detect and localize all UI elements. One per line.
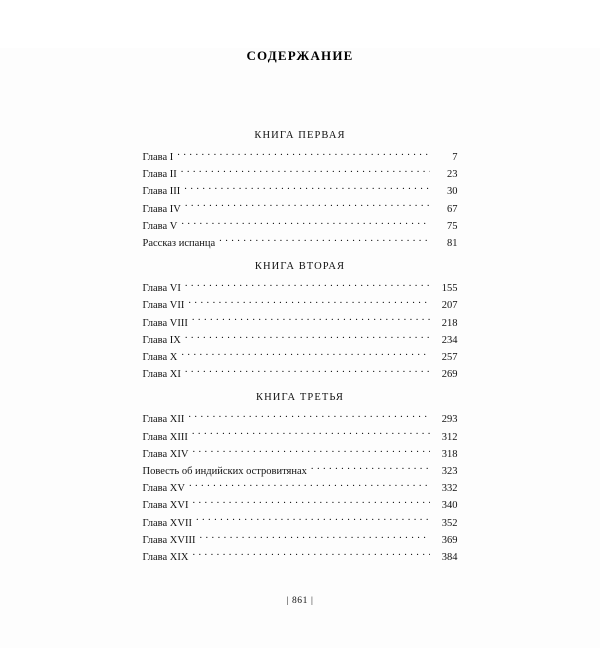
toc-entry-page: 293 — [441, 414, 458, 426]
toc-entry[interactable] — [143, 297, 458, 314]
toc-entry-label: Глава XI — [142, 369, 181, 381]
dot-leader — [192, 315, 430, 326]
toc-entry-page: 332 — [441, 483, 458, 495]
toc-entry[interactable] — [143, 166, 458, 183]
dot-leader — [192, 497, 429, 508]
toc-entry[interactable] — [143, 218, 458, 235]
toc-section — [143, 261, 458, 383]
toc-entry[interactable] — [143, 549, 458, 566]
toc-entry-page: 67 — [447, 203, 458, 215]
toc-entry-page: 312 — [441, 431, 458, 443]
dot-leader — [199, 532, 429, 543]
dot-leader — [185, 332, 430, 343]
toc-entry[interactable] — [143, 480, 458, 497]
dot-leader — [185, 201, 430, 212]
toc-entry[interactable] — [143, 446, 458, 463]
toc-entry-label: Глава IV — [142, 203, 181, 215]
dot-leader — [192, 429, 430, 440]
toc-entry[interactable] — [143, 532, 458, 549]
dot-leader — [181, 166, 430, 177]
dot-leader — [311, 463, 430, 474]
toc-entry-page: 75 — [447, 220, 458, 232]
dot-leader — [192, 446, 429, 457]
page-title: СОДЕРЖАНИЕ — [246, 48, 354, 63]
toc-entry-page: 30 — [447, 186, 458, 198]
toc-entry[interactable] — [143, 515, 458, 532]
toc-entry[interactable] — [143, 149, 458, 166]
dot-leader — [181, 218, 429, 229]
toc-entry[interactable] — [143, 183, 458, 200]
table-of-contents — [143, 64, 458, 566]
toc-entry-page: 7 — [452, 152, 458, 163]
toc-entry-label: Глава XIX — [142, 552, 189, 564]
dot-leader — [192, 549, 429, 560]
toc-entry[interactable] — [143, 429, 458, 446]
page-folio: | 861 | — [286, 596, 314, 606]
toc-entry-page: 318 — [441, 448, 458, 460]
toc-entry-label: Рассказ испанца — [142, 238, 216, 250]
dot-leader — [188, 297, 429, 308]
toc-entry-page: 369 — [441, 534, 458, 546]
toc-entry-label: Глава XIV — [142, 448, 189, 460]
dot-leader — [181, 349, 429, 360]
toc-entry[interactable] — [143, 349, 458, 366]
toc-entry-label: Глава II — [142, 169, 177, 181]
dot-leader — [188, 411, 429, 422]
toc-entry[interactable] — [143, 235, 458, 252]
toc-entry-label: Глава VIII — [142, 317, 188, 329]
toc-entry[interactable] — [143, 366, 458, 383]
toc-entry-label: Глава III — [142, 186, 181, 198]
toc-entry-page: 352 — [441, 517, 458, 529]
toc-entry-label: Глава XV — [142, 483, 185, 495]
toc-entry-page: 234 — [441, 334, 458, 346]
toc-entry-page: 257 — [441, 352, 458, 364]
toc-entry[interactable] — [143, 463, 458, 480]
toc-entry-label: Глава I — [142, 152, 174, 163]
toc-entry[interactable] — [143, 497, 458, 514]
toc-entry-page: 323 — [441, 466, 458, 478]
document-page — [0, 48, 600, 648]
toc-entry-label: Глава IX — [142, 334, 181, 346]
dot-leader — [219, 235, 429, 246]
toc-entry-label: Глава XVIII — [142, 534, 196, 546]
toc-entry-page: 81 — [447, 238, 458, 250]
section-heading: КНИГА ВТОРАЯ — [254, 261, 346, 273]
toc-entry-page: 340 — [441, 500, 458, 512]
dot-leader — [185, 366, 430, 377]
toc-entry-page: 384 — [441, 552, 458, 564]
toc-entry-page: 207 — [441, 300, 458, 312]
dot-leader — [185, 280, 430, 291]
toc-entry-label: Глава X — [142, 352, 178, 364]
toc-section — [143, 130, 458, 252]
toc-entry[interactable] — [143, 411, 458, 428]
toc-section — [143, 392, 458, 566]
toc-entry-page: 269 — [441, 369, 458, 381]
toc-entry-label: Глава XIII — [142, 431, 188, 443]
toc-entry-page: 23 — [447, 169, 458, 181]
toc-entry-label: Глава VI — [142, 283, 181, 295]
toc-entry-label: Повесть об индийских островитянах — [142, 466, 307, 478]
dot-leader — [189, 480, 430, 491]
toc-entry-label: Глава V — [142, 220, 178, 232]
dot-leader — [184, 183, 429, 194]
toc-entry-page: 218 — [441, 317, 458, 329]
toc-entry-label: Глава XVI — [142, 500, 189, 512]
toc-entry-label: Глава XII — [142, 414, 185, 426]
toc-entry[interactable] — [143, 201, 458, 218]
toc-entry-label: Глава XVII — [142, 517, 192, 529]
toc-entry-page: 155 — [441, 283, 458, 295]
toc-entry-label: Глава VII — [142, 300, 185, 312]
toc-entry[interactable] — [143, 315, 458, 332]
section-heading: КНИГА ТРЕТЬЯ — [255, 392, 345, 404]
toc-entry[interactable] — [143, 332, 458, 349]
toc-entry[interactable] — [143, 280, 458, 297]
dot-leader — [177, 149, 429, 160]
dot-leader — [196, 515, 430, 526]
section-heading: КНИГА ПЕРВАЯ — [254, 130, 346, 141]
